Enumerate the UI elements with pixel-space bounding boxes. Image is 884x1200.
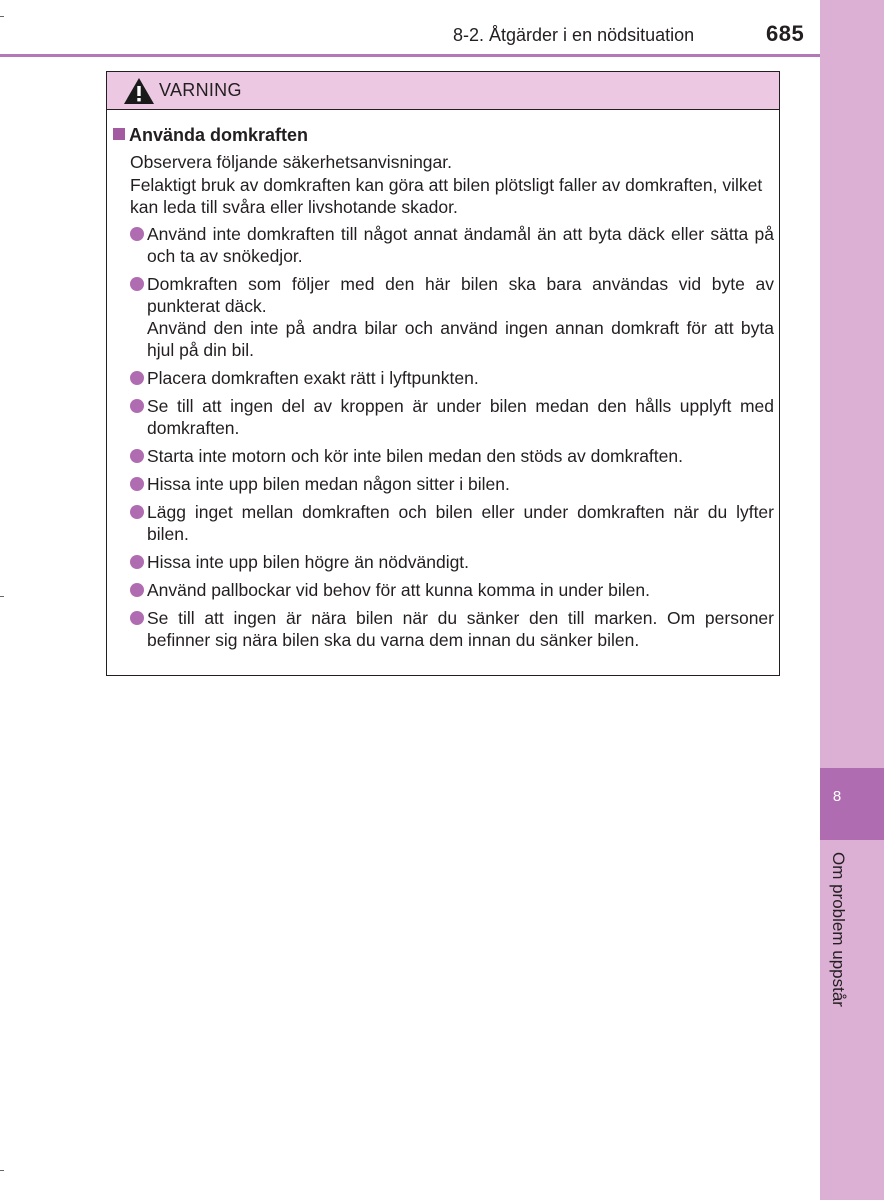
list-item <box>130 395 774 439</box>
list-item-text: Se till att ingen är nära bilen när du sänker den till marken. Om personer befinner sig nära bilen ska du varna dem innan du sänker bilen. <box>147 608 774 650</box>
list-item <box>130 579 774 601</box>
chapter-tab[interactable] <box>820 768 884 840</box>
chapter-title-container <box>820 852 854 1032</box>
square-bullet-icon <box>113 128 125 140</box>
list-item <box>130 551 774 573</box>
bullet-dot-icon <box>130 611 144 625</box>
list-item-text: Se till att ingen del av kroppen är under bilen medan den hålls upplyft med domkraften. <box>147 396 774 438</box>
crop-mark <box>0 16 4 17</box>
warning-bullet-list <box>130 223 774 657</box>
bullet-dot-icon <box>130 227 144 241</box>
list-item-text: Hissa inte upp bilen högre än nödvändigt. <box>147 552 470 572</box>
warning-intro <box>130 151 770 219</box>
bullet-dot-icon <box>130 371 144 385</box>
bullet-dot-icon <box>130 505 144 519</box>
list-item <box>130 607 774 651</box>
bullet-dot-icon <box>130 399 144 413</box>
list-item-text: Använd den inte på andra bilar och använd ingen annan domkraft för att byta hjul på din bil. <box>147 318 774 360</box>
warning-subheading <box>113 125 308 146</box>
intro-paragraph: Observera följande säkerhetsanvisningar. <box>130 152 452 172</box>
warning-label: VARNING <box>159 80 242 100</box>
list-item-text: Använd inte domkraften till något annat ändamål än att byta däck eller sätta på och ta av snökedjor. <box>147 224 774 266</box>
bullet-dot-icon <box>130 583 144 597</box>
bullet-dot-icon <box>130 449 144 463</box>
list-item <box>130 273 774 361</box>
list-item-text: Lägg inget mellan domkraften och bilen eller under domkraften när du lyfter bilen. <box>147 502 774 544</box>
crop-mark <box>0 1170 4 1171</box>
list-item-text: Placera domkraften exakt rätt i lyftpunkten. <box>147 368 479 388</box>
list-item <box>130 473 774 495</box>
list-item-text: Domkraften som följer med den här bilen ska bara användas vid byte av punkterat däck. <box>147 274 774 316</box>
chapter-number: 8 <box>832 788 842 805</box>
bullet-dot-icon <box>130 555 144 569</box>
warning-subheading-text: Använda domkraften <box>129 125 309 145</box>
warning-box <box>106 71 780 676</box>
crop-mark <box>0 596 4 597</box>
list-item-text: Starta inte motorn och kör inte bilen medan den stöds av domkraften. <box>147 446 683 466</box>
warning-header <box>107 72 779 110</box>
list-item <box>130 445 774 467</box>
page-number: 685 <box>766 21 805 46</box>
chapter-title: Om problem uppstår <box>829 852 848 1007</box>
intro-paragraph: Felaktigt bruk av domkraften kan göra att bilen plötsligt faller av domkraften, vilket kan leda till svåra eller livshotande skador. <box>130 174 763 217</box>
list-item <box>130 501 774 545</box>
section-title: 8-2. Åtgärder i en nödsituation <box>453 25 695 45</box>
list-item-text: Använd pallbockar vid behov för att kunna komma in under bilen. <box>147 580 650 600</box>
list-item <box>130 223 774 267</box>
header-divider <box>0 54 820 57</box>
bullet-dot-icon <box>130 277 144 291</box>
list-item <box>130 367 774 389</box>
warning-triangle-icon <box>123 77 155 105</box>
bullet-dot-icon <box>130 477 144 491</box>
list-item-text: Hissa inte upp bilen medan någon sitter i bilen. <box>147 474 510 494</box>
